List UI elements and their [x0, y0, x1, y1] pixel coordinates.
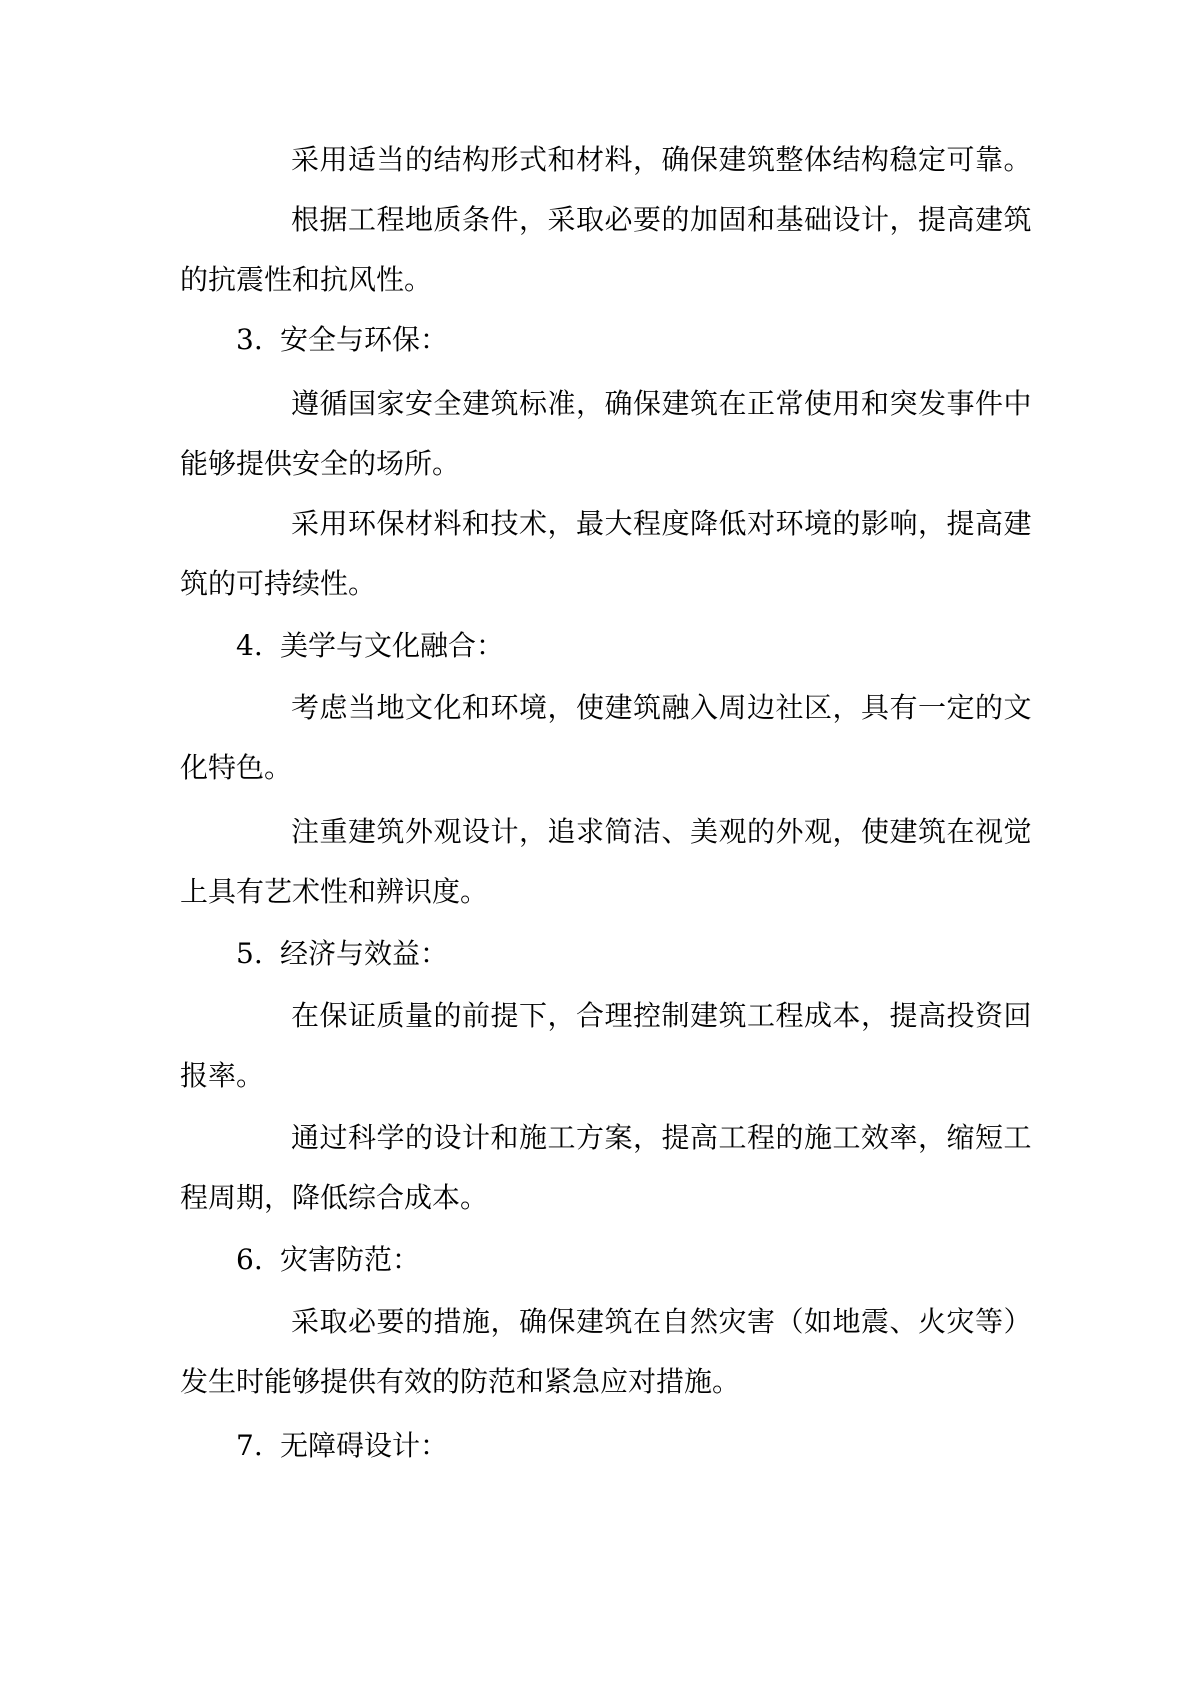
- section-label: 安全与环保：: [280, 323, 449, 356]
- section-heading-3: [236, 323, 448, 357]
- paragraph-line: 报率。: [180, 1059, 265, 1092]
- paragraph-line: 通过科学的设计和施工方案，提高工程的施工效率，缩短工: [291, 1121, 1033, 1154]
- section-number: 7.: [236, 1429, 263, 1462]
- section-heading-7: [236, 1429, 448, 1463]
- paragraph-line: 采取必要的措施，确保建筑在自然灾害（如地震、火灾等）: [291, 1305, 1033, 1338]
- paragraph-line: 根据工程地质条件，采取必要的加固和基础设计，提高建筑: [291, 203, 1033, 236]
- paragraph-line: 筑的可持续性。: [180, 567, 377, 600]
- section-heading-6: [236, 1243, 420, 1277]
- paragraph-line: 上具有艺术性和辨识度。: [180, 875, 489, 908]
- paragraph-line: 发生时能够提供有效的防范和紧急应对措施。: [180, 1365, 741, 1398]
- section-label: 经济与效益：: [280, 937, 449, 970]
- paragraph-line: 在保证质量的前提下，合理控制建筑工程成本，提高投资回: [291, 999, 1033, 1032]
- paragraph-line: 注重建筑外观设计，追求简洁、美观的外观，使建筑在视觉: [291, 815, 1033, 848]
- paragraph-line: 采用环保材料和技术，最大程度降低对环境的影响，提高建: [291, 507, 1033, 540]
- paragraph-line: 的抗震性和抗风性。: [180, 263, 433, 296]
- paragraph-line: 程周期，降低综合成本。: [180, 1181, 489, 1214]
- paragraph-line: 能够提供安全的场所。: [180, 447, 461, 480]
- section-heading-5: [236, 937, 448, 971]
- section-label: 灾害防范：: [280, 1243, 421, 1276]
- section-label: 无障碍设计：: [280, 1429, 449, 1462]
- section-number: 5.: [236, 937, 263, 970]
- paragraph-line: 遵循国家安全建筑标准，确保建筑在正常使用和突发事件中: [291, 387, 1033, 420]
- paragraph-line: 化特色。: [180, 751, 293, 784]
- paragraph-line: 采用适当的结构形式和材料，确保建筑整体结构稳定可靠。: [291, 143, 1033, 176]
- section-heading-4: [236, 629, 504, 663]
- section-number: 3.: [236, 323, 263, 356]
- section-number: 4.: [236, 629, 263, 662]
- section-number: 6.: [236, 1243, 263, 1276]
- paragraph-line: 考虑当地文化和环境，使建筑融入周边社区，具有一定的文: [291, 691, 1033, 724]
- section-label: 美学与文化融合：: [280, 629, 505, 662]
